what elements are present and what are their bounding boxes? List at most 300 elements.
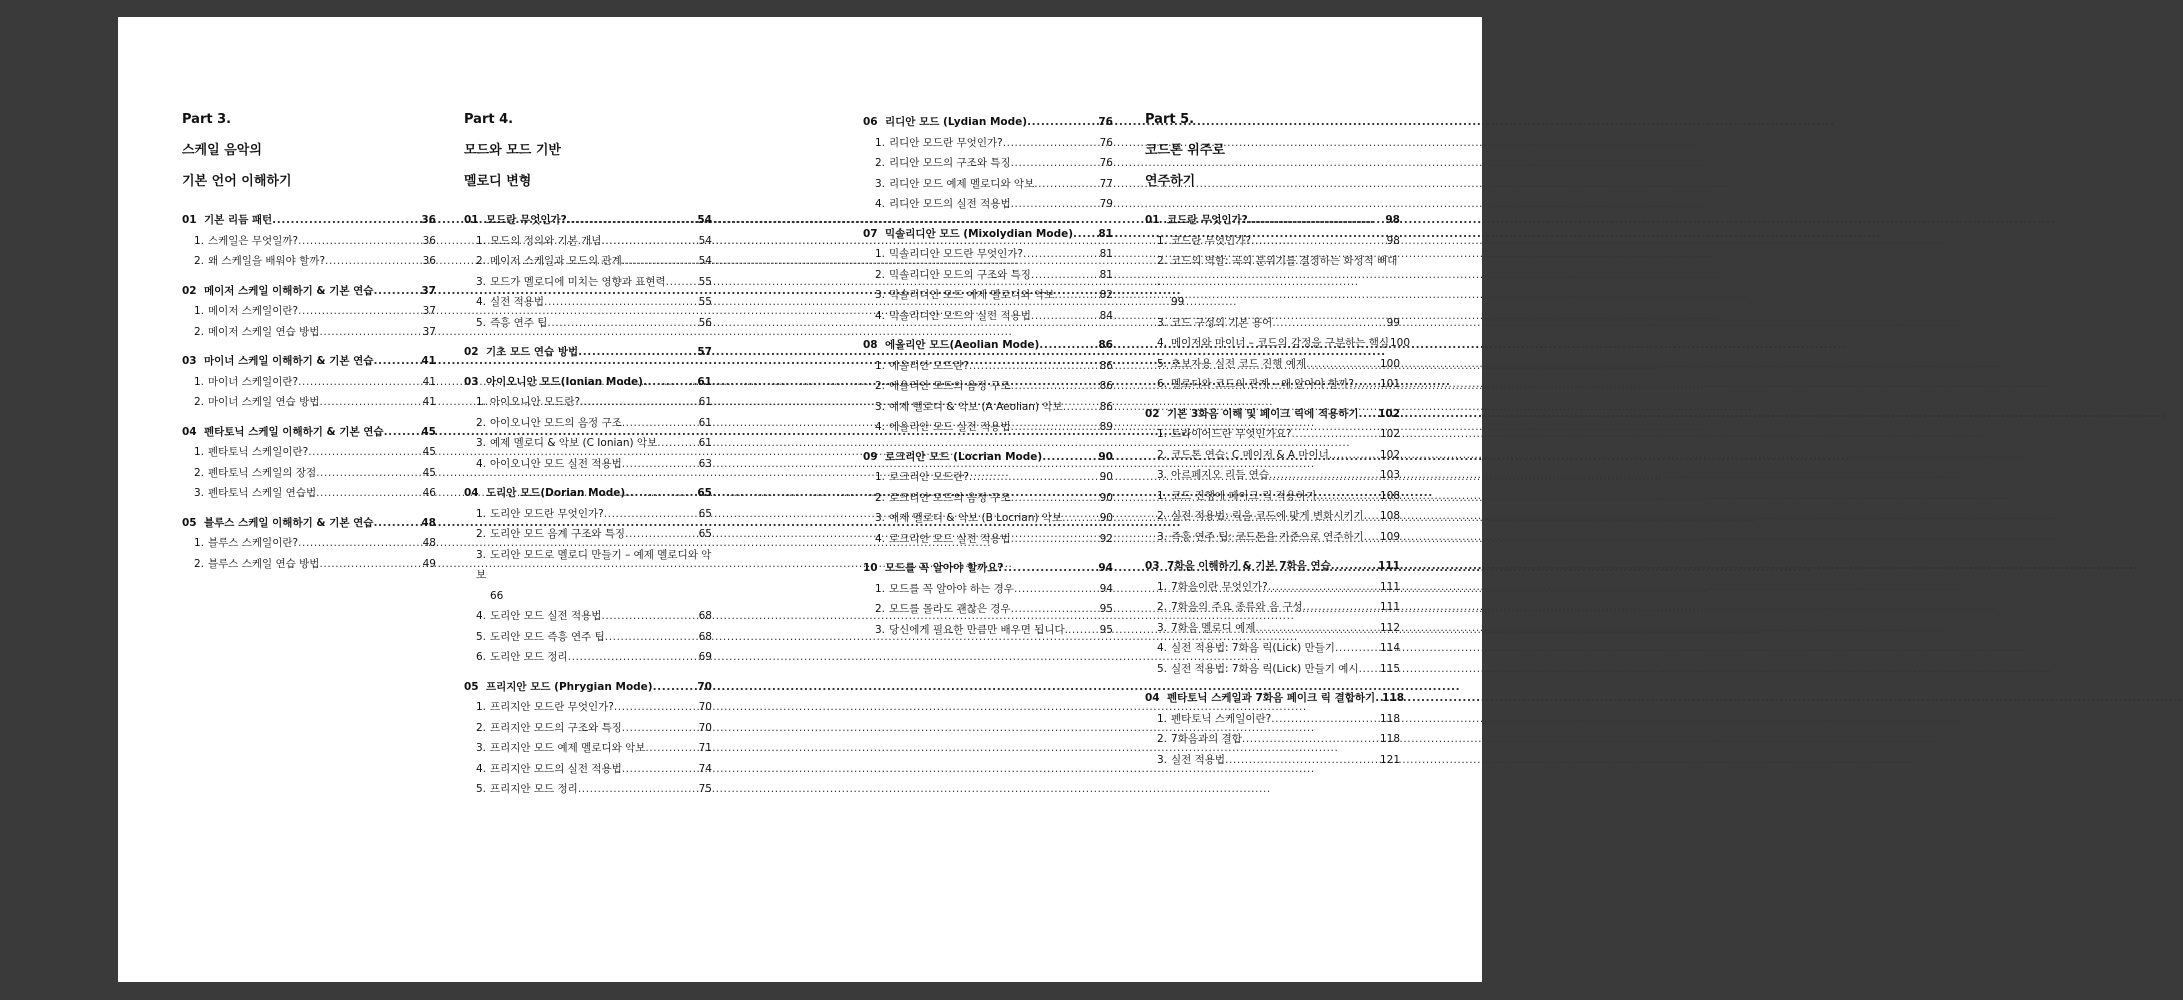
section-title-entry[interactable] <box>182 351 436 372</box>
item-number: 4. <box>1157 642 1168 654</box>
section-title-entry[interactable] <box>182 210 436 231</box>
dot-leader <box>1031 265 1099 286</box>
dot-leader <box>645 738 697 759</box>
dot-leader <box>1335 638 1379 659</box>
dot-leader <box>1011 529 1099 550</box>
dot-leader <box>1248 210 1385 231</box>
section-title-entry[interactable] <box>863 335 1113 356</box>
toc-item[interactable] <box>464 524 712 545</box>
page-number: 90 <box>1099 512 1113 524</box>
toc-item[interactable] <box>182 251 436 272</box>
toc-item[interactable] <box>182 231 436 252</box>
item-text: 에올리안 모드 실전 적용법 <box>889 421 1011 433</box>
section-number: 07 <box>863 227 878 240</box>
page-number: 55 <box>698 275 712 288</box>
dot-leader <box>319 392 421 413</box>
section-title: 마이너 스케일 이해하기 & 기본 연습 <box>204 355 374 367</box>
page-number: 118 <box>1382 692 1405 704</box>
item-text: 7화음 멜로디 예제 <box>1171 621 1256 634</box>
page-number: 68 <box>698 610 712 622</box>
section-title: 블루스 스케일 이해하기 & 기본 연습 <box>204 516 374 529</box>
item-text: 즉흥 연주 팁: 코드톤을 기준으로 연주하기 <box>1171 530 1364 543</box>
page-number: 61 <box>697 375 712 388</box>
part-title-line: 연주하기 <box>1145 174 1196 189</box>
toc-item[interactable] <box>863 194 1113 215</box>
item-text: 마이너 스케일이란? <box>208 375 299 388</box>
item-number: 2. <box>1157 601 1168 613</box>
page-number: 118 <box>1379 712 1400 725</box>
item-number: 1. <box>1157 428 1168 440</box>
section-number: 02 <box>464 346 479 358</box>
page-number: 49 <box>422 557 436 570</box>
item-text: 코드의 역할: 곡의 분위기를 결정하는 화성적 뼈대 . <box>1157 255 1398 288</box>
page-number: 115 <box>1379 662 1400 675</box>
dot-leader <box>622 454 698 475</box>
item-number: 1. <box>194 305 205 317</box>
page-number: 86 <box>1099 359 1113 372</box>
toc-section <box>182 281 436 343</box>
section-title-entry[interactable] <box>464 677 712 698</box>
toc-item[interactable] <box>1145 486 1400 507</box>
item-number: 5. <box>476 316 487 329</box>
toc-item[interactable] <box>464 251 712 272</box>
toc-item[interactable] <box>863 153 1113 174</box>
toc-item[interactable] <box>1145 750 1400 771</box>
toc-item[interactable] <box>1145 424 1400 445</box>
item-number: 1. <box>476 234 487 247</box>
toc-item[interactable] <box>182 442 436 463</box>
dot-leader <box>969 356 1099 377</box>
page-number: 76 <box>1098 116 1113 128</box>
section-title-entry[interactable] <box>1145 210 1400 231</box>
toc-item[interactable] <box>863 306 1113 327</box>
toc-item[interactable] <box>464 454 712 475</box>
dot-leader <box>1359 659 1379 680</box>
dot-leader <box>1031 306 1099 327</box>
section-number: 09 <box>863 450 878 463</box>
dot-leader <box>1039 335 1097 356</box>
item-number: 2. <box>194 255 205 267</box>
item-number: 3. <box>194 487 205 499</box>
part-header <box>464 112 712 210</box>
toc-item[interactable] <box>464 606 712 627</box>
page-number: 111 <box>1379 580 1400 593</box>
toc-item[interactable] <box>464 779 712 800</box>
section-title-entry[interactable] <box>1145 688 1405 709</box>
item-number: 1. <box>1157 712 1168 725</box>
item-text: 프리지안 모드의 실전 적용법 <box>490 762 622 775</box>
toc-item[interactable] <box>182 322 436 343</box>
page-number: 98 <box>1385 214 1400 226</box>
dot-leader <box>567 210 697 231</box>
toc-item[interactable] <box>464 504 712 525</box>
toc-item[interactable] <box>863 620 1113 641</box>
dot-leader <box>1011 376 1099 397</box>
dot-leader <box>308 442 421 463</box>
item-number: 2. <box>875 157 886 169</box>
item-text: 리디안 모드 예제 멜로디와 악보 <box>889 177 1035 190</box>
page-number: 66 <box>490 589 504 602</box>
section-title-entry[interactable] <box>182 281 436 302</box>
item-number: 3. <box>875 400 886 413</box>
toc-item[interactable] <box>1145 577 1400 598</box>
toc-item[interactable] <box>1145 231 1400 252</box>
dot-leader <box>316 483 422 504</box>
page-number: 70 <box>698 721 712 734</box>
item-number: 6. <box>476 651 487 663</box>
toc-item[interactable] <box>863 285 1113 306</box>
item-number: 3. <box>476 275 487 288</box>
dot-leader <box>298 301 422 322</box>
dot-leader <box>1004 558 1098 579</box>
item-text: 실전 적용법: 7화음 릭(Lick) 만들기 <box>1171 642 1335 654</box>
toc-item[interactable] <box>464 627 712 648</box>
page-number: 65 <box>698 507 712 520</box>
toc-item[interactable] <box>863 417 1113 438</box>
toc-item[interactable] <box>464 392 712 413</box>
dot-leader <box>614 697 698 718</box>
item-text: 도리안 모드 정리 <box>490 651 568 663</box>
section-number: 03 <box>182 355 197 367</box>
part-title-line: 멜로디 변형 <box>464 174 532 189</box>
section-title: 리디안 모드 (Lydian Mode) <box>885 116 1028 128</box>
part-title-line: 스케일 음악의 <box>182 143 262 158</box>
item-text: 메이저 스케일 연습 방법 <box>208 325 320 338</box>
toc-item[interactable] <box>1145 251 1400 313</box>
toc-section <box>863 112 1113 215</box>
item-number: 4. <box>875 309 886 322</box>
item-text: 블루스 스케일 연습 방법 <box>208 557 320 570</box>
item-text: 메이저 스케일과 모드의 관계 <box>490 255 622 267</box>
section-number: 04 <box>182 425 197 438</box>
item-number: 5. <box>476 630 487 643</box>
toc-column-part4-continued <box>863 112 1113 649</box>
page-number: 54 <box>697 214 712 226</box>
toc-item[interactable] <box>1145 709 1400 730</box>
section-number: 01 <box>464 214 479 226</box>
item-text: 펜타토닉 스케일 연습법 <box>208 487 317 499</box>
item-text: 프리지안 모드 예제 멜로디와 악보 <box>490 742 646 754</box>
section-title: 모드란 무엇인가? <box>486 214 567 226</box>
toc-item[interactable] <box>863 376 1113 397</box>
toc-item[interactable] <box>464 413 712 434</box>
toc-section <box>182 351 436 413</box>
dot-leader <box>1269 465 1379 486</box>
toc-item[interactable] <box>863 174 1113 195</box>
section-number: 05 <box>464 680 479 693</box>
section-title: 기본 3화음 이해 및 페이크 릭에 적용하기 <box>1167 407 1359 420</box>
section-title-entry[interactable] <box>863 447 1113 468</box>
dot-leader <box>1027 112 1097 133</box>
item-text: 에올리안 모드의 음정 구조 <box>889 380 1011 392</box>
page-number: 111 <box>1379 601 1400 613</box>
item-number: 4. <box>875 198 886 210</box>
page-number: 41 <box>422 375 436 388</box>
section-title: 로크리안 모드 (Locrian Mode) <box>885 450 1043 463</box>
part-label: Part 3. <box>182 112 232 127</box>
toc-item[interactable] <box>1145 333 1411 354</box>
page-number: 69 <box>698 651 712 663</box>
toc-column-part5 <box>1145 112 1411 779</box>
item-text: 코드 구성의 기본 용어 <box>1171 316 1273 329</box>
toc-item[interactable] <box>1145 618 1400 639</box>
toc-item[interactable] <box>1145 445 1400 466</box>
dot-leader <box>578 779 698 800</box>
toc-column-part4 <box>464 112 712 809</box>
item-text: 코드톤 연습: C 메이저 & A 마이너 <box>1171 448 1329 461</box>
toc-section <box>1145 210 1411 395</box>
page-number: 70 <box>697 680 712 693</box>
item-text: 펜타토닉 스케일이란? <box>1171 712 1272 725</box>
page-number: 94 <box>1099 582 1113 595</box>
toc-item[interactable] <box>1145 465 1400 486</box>
dot-leader <box>547 313 697 334</box>
page-number: 79 <box>1099 198 1113 210</box>
page-number: 90 <box>1099 471 1113 483</box>
item-number: 2. <box>194 466 205 479</box>
dot-leader <box>544 292 698 313</box>
dot-leader <box>568 647 698 668</box>
item-text: 프리지안 모드란 무엇인가? <box>490 701 614 713</box>
page-number: 65 <box>697 487 712 499</box>
item-number: 3. <box>1157 621 1168 634</box>
toc-item[interactable] <box>1145 313 1400 334</box>
toc-item[interactable] <box>464 231 712 252</box>
dot-leader <box>1034 174 1098 195</box>
toc-item[interactable] <box>464 738 712 759</box>
dot-leader <box>1062 508 1099 529</box>
toc-item[interactable] <box>464 292 712 313</box>
section-title: 에올리안 모드(Aeolian Mode) <box>885 339 1040 351</box>
page-number: 56 <box>698 316 712 329</box>
section-title-entry[interactable] <box>464 483 712 504</box>
toc-item[interactable] <box>1145 506 1400 527</box>
toc-item[interactable] <box>1145 527 1400 548</box>
toc-item[interactable] <box>464 759 712 780</box>
dot-leader <box>1331 556 1377 577</box>
page-number: 70 <box>698 701 712 713</box>
section-title: 코드란 무엇인가? <box>1167 214 1248 226</box>
toc-item[interactable] <box>1145 597 1400 618</box>
toc-item[interactable] <box>863 529 1113 550</box>
toc-section <box>464 342 712 363</box>
page-number: 55 <box>698 296 712 308</box>
toc-item[interactable] <box>1145 659 1400 680</box>
section-title-entry[interactable] <box>464 342 712 363</box>
toc-item[interactable] <box>863 599 1113 620</box>
section-title-entry[interactable] <box>464 210 712 231</box>
page-number: 98 <box>1386 234 1400 247</box>
page-number: 36 <box>421 214 436 226</box>
dot-leader <box>969 467 1099 488</box>
toc-item[interactable] <box>1145 354 1400 375</box>
page-number: 89 <box>1099 421 1113 433</box>
item-text: 리디안 모드란 무엇인가? <box>889 136 1003 149</box>
toc-item[interactable] <box>182 301 436 322</box>
dot-leader <box>325 251 422 272</box>
part-title-line: 코드톤 위주로 <box>1145 143 1225 158</box>
item-text: 아이오니안 모드의 음정 구조 <box>490 416 622 429</box>
item-number: 2. <box>875 380 886 392</box>
item-text: 리디안 모드의 실전 적용법 <box>889 198 1011 210</box>
item-number: 2. <box>194 396 205 408</box>
item-text: 로크리안 모드의 음정 구조 <box>889 491 1011 504</box>
page-number: 100 <box>1390 337 1411 349</box>
section-title: 펜타토닉 스케일과 7화음 페이크 릭 결합하기 <box>1167 692 1376 704</box>
section-title-entry[interactable] <box>863 224 1113 245</box>
page-number: 63 <box>698 457 712 470</box>
item-text: 실전 적용법 <box>1171 753 1226 766</box>
toc-item[interactable] <box>464 433 712 454</box>
section-number: 03 <box>464 375 479 388</box>
item-number: 5. <box>1157 662 1168 675</box>
item-number: 1. <box>194 537 205 549</box>
section-title-entry[interactable] <box>182 513 436 534</box>
item-number: 1. <box>194 234 205 247</box>
toc-item[interactable] <box>464 545 712 607</box>
toc-item[interactable] <box>464 647 712 668</box>
page-number: 86 <box>1099 380 1113 392</box>
item-number: 3. <box>476 437 487 449</box>
dot-leader <box>298 372 422 393</box>
page-number: 102 <box>1379 448 1400 461</box>
item-text: 스케일은 무엇일까? <box>208 234 299 247</box>
dot-leader <box>1011 599 1099 620</box>
section-number: 04 <box>1145 692 1160 704</box>
page-number: 86 <box>1099 400 1113 413</box>
dot-leader <box>1011 417 1099 438</box>
section-number: 01 <box>1145 214 1160 226</box>
item-text: 모드가 멜로디에 미치는 영향과 표현력 <box>490 275 666 288</box>
toc-item[interactable] <box>863 579 1113 600</box>
page-number: 121 <box>1379 753 1400 766</box>
section-title-entry[interactable] <box>1145 404 1400 425</box>
item-text: 도리안 모드란 무엇인가? <box>490 507 604 520</box>
toc-item[interactable] <box>182 372 436 393</box>
item-text: 실전 적용법 <box>490 296 545 308</box>
item-text: 7화음과의 결합 <box>1171 733 1242 745</box>
page-number: 90 <box>1099 491 1113 504</box>
section-number: 06 <box>863 116 878 128</box>
toc-section <box>182 210 436 272</box>
toc-section <box>1145 688 1405 770</box>
toc-item[interactable] <box>863 488 1113 509</box>
dot-leader <box>1329 445 1379 466</box>
toc-item[interactable] <box>863 265 1113 286</box>
dot-leader <box>643 372 696 393</box>
item-number: 2. <box>194 557 205 570</box>
page-number: 102 <box>1378 407 1400 420</box>
item-text: 도리안 모드 즉흥 연주 팁 <box>490 630 605 643</box>
dot-leader <box>1316 486 1379 507</box>
page-number: 86 <box>1098 339 1113 351</box>
item-number: 3. <box>1157 316 1168 329</box>
dot-leader <box>1354 374 1379 395</box>
item-text: 실전 적용법: 릭을 코드에 맞게 변화시키기 <box>1171 510 1364 522</box>
item-text: 예제 멜로디 & 악보 (C Ionian) 악보 <box>490 437 658 449</box>
page-number: 61 <box>698 396 712 408</box>
page-number: 37 <box>421 284 436 297</box>
toc-item[interactable] <box>464 697 712 718</box>
section-title-entry[interactable] <box>464 372 712 393</box>
toc-item[interactable] <box>1145 374 1400 395</box>
toc-item[interactable] <box>182 554 436 575</box>
section-title-entry[interactable] <box>863 558 1113 579</box>
dot-leader <box>625 483 696 504</box>
item-number: 1. <box>1157 580 1168 593</box>
section-title-entry[interactable] <box>863 112 1113 133</box>
part-header <box>182 112 436 210</box>
toc-item[interactable] <box>863 244 1113 265</box>
toc-section <box>464 210 712 333</box>
part-title-line: 기본 언어 이해하기 <box>182 174 292 189</box>
item-text: 예제 멜로디 & 악보 (B Locrian) 악보 <box>889 512 1063 524</box>
toc-item[interactable] <box>1145 729 1400 750</box>
page-number: 108 <box>1379 489 1400 502</box>
dot-leader <box>622 718 698 739</box>
section-title: 기초 모드 연습 방법 <box>486 346 579 358</box>
dot-leader <box>373 281 420 302</box>
toc-item[interactable] <box>1145 638 1400 659</box>
dot-leader <box>1268 577 1379 598</box>
dot-leader <box>1225 750 1379 771</box>
item-number: 3. <box>476 548 487 561</box>
toc-item[interactable] <box>863 133 1113 154</box>
toc-item[interactable] <box>182 483 436 504</box>
item-number: 1. <box>875 471 886 483</box>
dot-leader <box>1068 620 1099 641</box>
item-number: 1. <box>476 507 487 520</box>
section-title: 펜타토닉 스케일 이해하기 & 기본 연습 <box>204 425 384 438</box>
item-text: 도리안 모드로 멜로디 만들기 – 예제 멜로디와 악보 <box>476 548 712 581</box>
page-number: 68 <box>698 630 712 643</box>
page-number: 36 <box>422 255 436 267</box>
page-number: 48 <box>422 537 436 549</box>
dot-leader <box>625 524 698 545</box>
toc-item[interactable] <box>464 272 712 293</box>
item-number: 3. <box>1157 753 1168 766</box>
item-number: 1. <box>1157 489 1168 502</box>
section-title: 기본 리듬 패턴 <box>204 214 273 226</box>
toc-item[interactable] <box>182 463 436 484</box>
item-text: 왜 스케일을 배워야 할까? <box>208 255 326 267</box>
toc-item[interactable] <box>863 508 1113 529</box>
section-title-entry[interactable] <box>182 422 436 443</box>
toc-item[interactable] <box>464 313 712 334</box>
page-number: 45 <box>422 466 436 479</box>
toc-item[interactable] <box>863 356 1113 377</box>
dot-leader <box>622 759 698 780</box>
toc-item[interactable] <box>182 392 436 413</box>
dot-leader <box>1011 153 1099 174</box>
section-number: 10 <box>863 562 878 574</box>
dot-leader <box>1271 709 1379 730</box>
dot-leader <box>653 677 697 698</box>
dot-leader <box>298 231 422 252</box>
dot-leader <box>1011 194 1099 215</box>
section-title-entry[interactable] <box>1145 556 1400 577</box>
item-text: 실전 적용법: 7화음 릭(Lick) 만들기 예시 <box>1171 662 1359 675</box>
toc-item[interactable] <box>863 467 1113 488</box>
dot-leader <box>1255 618 1379 639</box>
page-number: 118 <box>1379 733 1400 745</box>
dot-leader <box>605 627 698 648</box>
item-number: 3. <box>875 289 886 301</box>
toc-item[interactable] <box>464 718 712 739</box>
toc-item[interactable] <box>182 533 436 554</box>
part-label: Part 5. <box>1145 112 1195 127</box>
toc-item[interactable] <box>863 397 1113 418</box>
